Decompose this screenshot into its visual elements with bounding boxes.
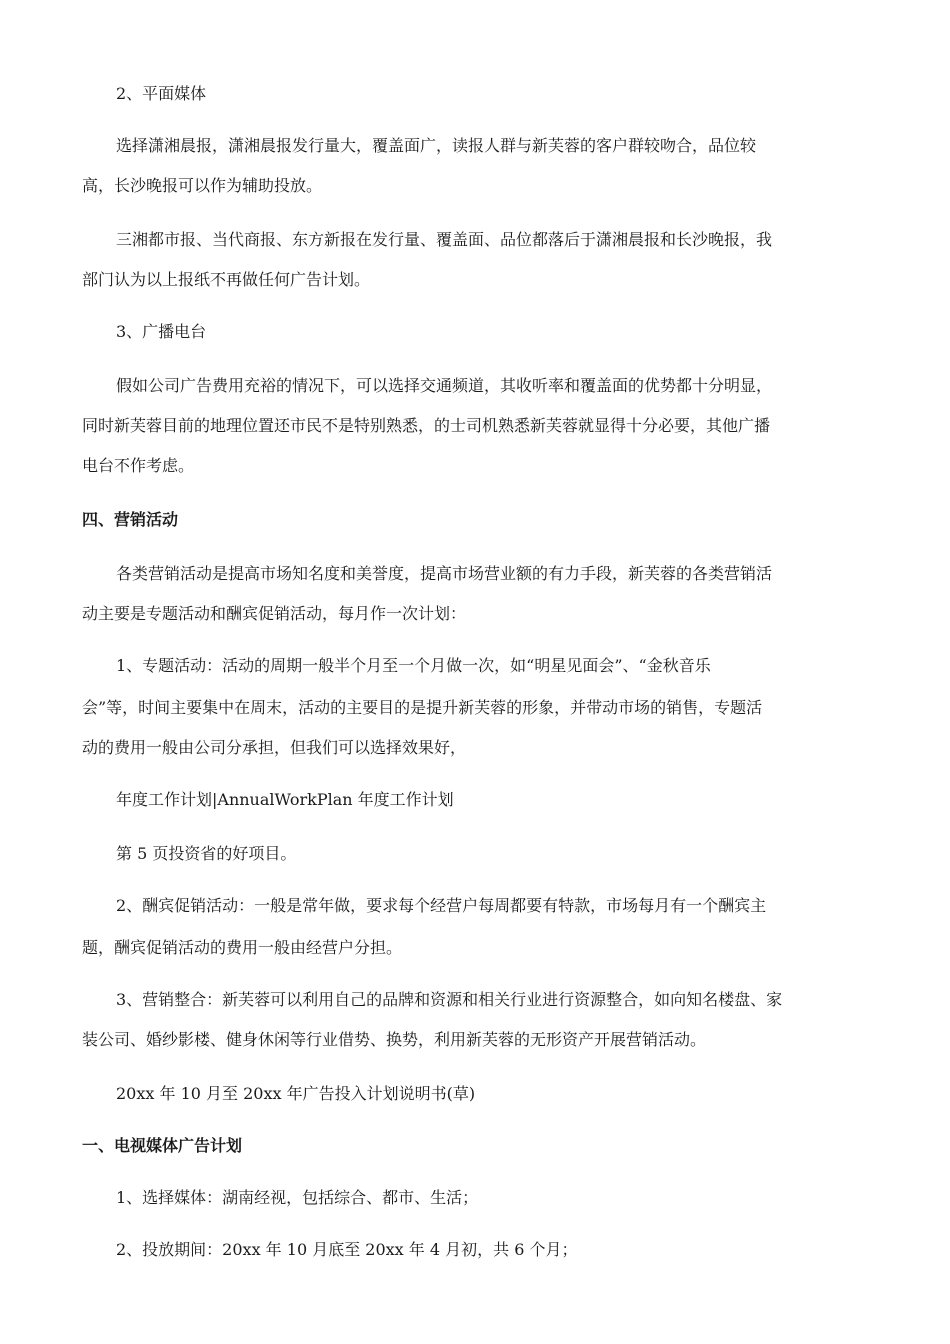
list-item: 2、投放期间：20xx 年 10 月底至 20xx 年 4 月初，共 6 个月； [116, 1240, 578, 1259]
paragraph-line: 3、营销整合：新芙蓉可以利用自己的品牌和资源和相关行业进行资源整合，如向知名楼盘、家 [116, 990, 783, 1009]
paragraph-line: 高，长沙晚报可以作为辅助投放。 [82, 176, 323, 195]
paragraph-line: 会”等，时间主要集中在周末，活动的主要目的是提升新芙蓉的形象，并带动市场的销售，专题活 [82, 698, 763, 717]
paragraph-line: 动主要是专题活动和酬宾促销活动，每月作一次计划： [82, 604, 467, 623]
document-subtitle: 20xx 年 10 月至 20xx 年广告投入计划说明书(草) [116, 1084, 476, 1103]
list-item: 1、选择媒体：湖南经视，包括综合、都市、生活； [116, 1188, 479, 1207]
subheading-print-media: 2、平面媒体 [116, 84, 207, 103]
paragraph-line: 题，酬宾促销活动的费用一般由经营户分担。 [82, 938, 403, 957]
section-heading-marketing: 四、营销活动 [82, 510, 179, 529]
paragraph-line: 假如公司广告费用充裕的情况下，可以选择交通频道，其收听率和覆盖面的优势都十分明显， [116, 376, 773, 395]
paragraph-line: 部门认为以上报纸不再做任何广告计划。 [82, 270, 371, 289]
paragraph-line: 1、专题活动：活动的周期一般半个月至一个月做一次，如“明星见面会”、“金秋音乐 [116, 656, 711, 675]
paragraph-line: 各类营销活动是提高市场知名度和美誉度，提高市场营业额的有力手段，新芙蓉的各类营销活 [116, 564, 773, 583]
paragraph-line: 电台不作考虑。 [82, 456, 195, 475]
paragraph-line: 2、酬宾促销活动：一般是常年做，要求每个经营户每周都要有特款，市场每月有一个酬宾主 [116, 896, 767, 915]
paragraph-line: 三湘都市报、当代商报、东方新报在发行量、覆盖面、品位都落后于潇湘晨报和长沙晚报，我 [116, 230, 773, 249]
paragraph-line: 装公司、婚纱影楼、健身休闲等行业借势、换势，利用新芙蓉的无形资产开展营销活动。 [82, 1030, 707, 1049]
paragraph-line: 同时新芙蓉目前的地理位置还市民不是特别熟悉，的士司机熟悉新芙蓉就显得十分必要，其他广播 [82, 416, 771, 435]
paragraph-line: 动的费用一般由公司分承担，但我们可以选择效果好， [82, 738, 467, 757]
page-number-line: 第 5 页投资省的好项目。 [116, 844, 297, 863]
running-header-text: 年度工作计划|AnnualWorkPlan 年度工作计划 [116, 790, 454, 809]
section-heading-tv-ads: 一、电视媒体广告计划 [82, 1136, 243, 1155]
paragraph-line: 选择潇湘晨报，潇湘晨报发行量大，覆盖面广，读报人群与新芙蓉的客户群较吻合，品位较 [116, 136, 757, 155]
subheading-radio: 3、广播电台 [116, 322, 207, 341]
